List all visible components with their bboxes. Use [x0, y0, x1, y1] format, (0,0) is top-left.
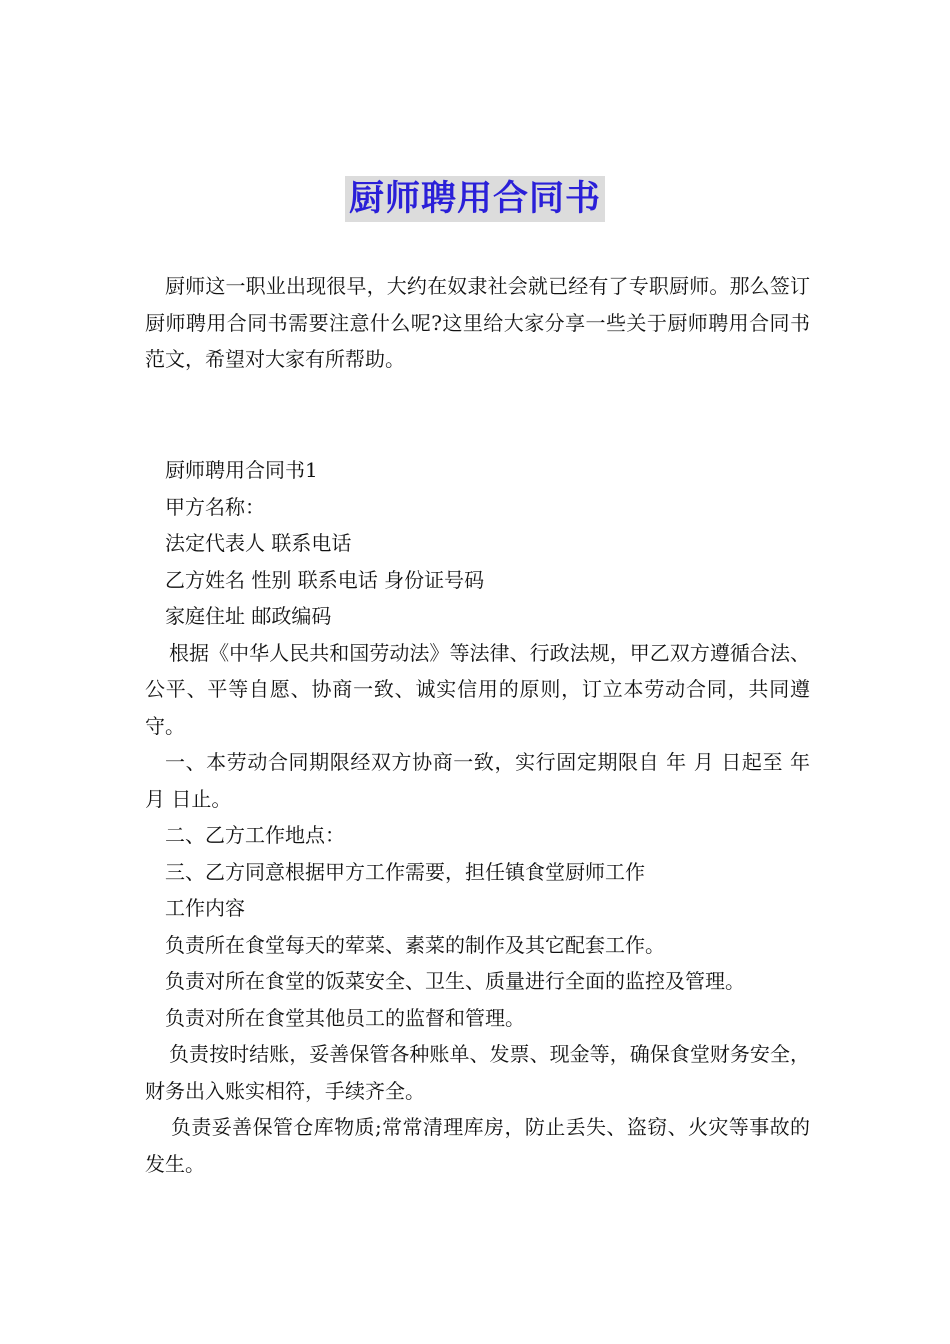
party-a-name-line: 甲方名称： [165, 494, 265, 519]
duty-3: 负责对所在食堂其他员工的监督和管理。 [165, 1005, 525, 1030]
intro-paragraph: 厨师这一职业出现很早，大约在奴隶社会就已经有了专职厨师。那么签订厨师聘用合同书需要注意什么呢?这里给大家分享一些关于厨师聘用合同书范文，希望对大家有所帮助。 [145, 274, 810, 371]
duty-1: 负责所在食堂每天的荤菜、素菜的制作及其它配套工作。 [165, 932, 665, 957]
duty-5: 负责妥善保管仓库物质;常常清理库房，防止丢失、盗窃、火灾等事故的发生。 [145, 1115, 810, 1176]
clause-2: 二、乙方工作地点： [165, 823, 345, 847]
basis-paragraph: 根据《中华人民共和国劳动法》等法律、行政法规，甲乙双方遵循合法、公平、平等自愿、协商一致、诚实信用的原则，订立本劳动合同，共同遵守。 [145, 640, 810, 738]
home-address-line: 家庭住址 邮政编码 [165, 604, 332, 628]
work-content-heading: 工作内容 [165, 896, 245, 920]
duty-2: 负责对所在食堂的饭菜安全、卫生、质量进行全面的监控及管理。 [165, 969, 745, 993]
contract-section [145, 452, 810, 1182]
title-block [0, 176, 950, 222]
intro-section [145, 268, 810, 378]
party-b-info-line: 乙方姓名 性别 联系电话 身份证号码 [165, 567, 485, 592]
duty-4: 负责按时结账，妥善保管各种账单、发票、现金等，确保食堂财务安全，财务出入账实相符，手续齐全。 [145, 1042, 810, 1103]
contract-heading: 厨师聘用合同书1 [165, 458, 318, 482]
clause-3: 三、乙方同意根据甲方工作需要，担任镇食堂厨师工作 [165, 859, 645, 884]
party-a-representative-line: 法定代表人 联系电话 [165, 531, 352, 555]
document-title: 厨师聘用合同书 [345, 176, 605, 222]
clause-1: 一、本劳动合同期限经双方协商一致，实行固定期限自 年 月 日起至 年 月 日止。 [145, 750, 810, 811]
